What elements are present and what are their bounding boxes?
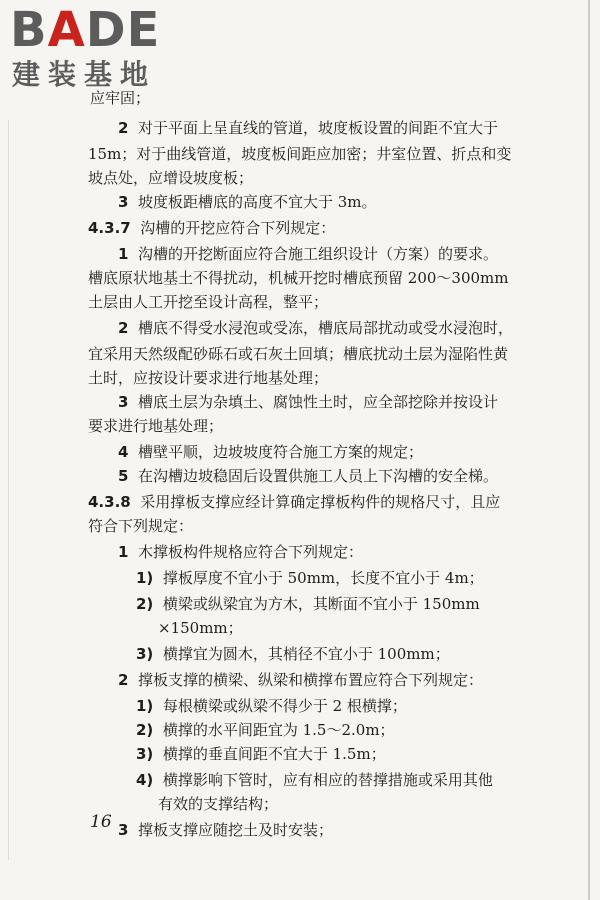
text-line: [118, 440, 423, 464]
line-text: 撑板支撑应随挖土及时安装；: [137, 821, 333, 839]
text-line: [136, 768, 493, 792]
line-text: 横撑的水平间距宜为 1.5～2.0m；: [162, 721, 395, 739]
line-text: 坡点处，应增设坡度板；: [88, 169, 254, 187]
item-number: 3): [136, 745, 154, 763]
item-number: 3: [118, 393, 129, 411]
line-text: 横梁或纵梁宜为方木，其断面不宜小于 150mm: [162, 595, 480, 613]
item-number: 5: [118, 467, 129, 485]
item-number: 3): [136, 645, 154, 663]
text-line: [136, 742, 386, 766]
line-text: 沟槽的开挖应符合下列规定：: [140, 219, 336, 237]
line-text: 撑板支撑的横梁、纵梁和横撑布置应符合下列规定：: [137, 671, 483, 689]
text-line: [158, 792, 278, 816]
item-number: 1: [118, 245, 129, 263]
line-text: 横撑影响下管时，应有相应的替撑措施或采用其他: [162, 771, 493, 789]
text-line: [88, 342, 508, 366]
item-number: 2: [118, 671, 129, 689]
line-text: 横撑的垂直间距不宜大于 1.5m；: [162, 745, 386, 763]
line-text: 对于平面上呈直线的管道，坡度板设置的间距不宜大于: [137, 119, 498, 137]
item-number: 4.3.8: [88, 493, 131, 511]
text-line: [88, 414, 223, 438]
item-number: 3: [118, 193, 129, 211]
item-number: 2): [136, 721, 154, 739]
text-line: [136, 642, 450, 666]
item-number: 3: [118, 821, 129, 839]
text-line: [88, 366, 328, 390]
text-line: [88, 266, 508, 290]
text-line: [118, 390, 498, 414]
text-line: [136, 694, 407, 718]
text-line: [118, 464, 498, 488]
item-number: 4: [118, 443, 129, 461]
text-line: [118, 818, 333, 842]
text-line: [136, 592, 480, 616]
line-text: 土层由人工开挖至设计高程，整平；: [88, 293, 329, 311]
line-text: 槽底原状地基土不得扰动，机械开挖时槽底预留 200～300mm: [88, 269, 509, 287]
text-line: [88, 166, 253, 190]
line-text: 在沟槽边坡稳固后设置供施工人员上下沟槽的安全梯。: [137, 467, 498, 485]
line-text: 有效的支撑结构；: [158, 795, 279, 813]
item-number: 4.3.7: [88, 219, 131, 237]
text-line: [88, 514, 193, 538]
text-line: [136, 718, 395, 742]
line-text: 槽底不得受水浸泡或受冻，槽底局部扰动或受水浸泡时，: [137, 319, 513, 337]
line-text: 要求进行地基处理；: [88, 417, 224, 435]
line-text: 沟槽的开挖断面应符合施工组织设计（方案）的要求。: [137, 245, 498, 263]
line-text: 撑板厚度不宜小于 50mm，长度不宜小于 4m；: [162, 569, 484, 587]
text-line: [118, 316, 513, 340]
text-line: [88, 216, 335, 240]
text-line: [158, 616, 243, 640]
line-text: 每根横梁或纵梁不得少于 2 根横撑；: [162, 697, 407, 715]
logo-subtitle: 建装基地: [12, 58, 157, 91]
item-number: 2: [118, 119, 129, 137]
text-line: [118, 116, 498, 140]
line-text: 符合下列规定：: [88, 517, 194, 535]
line-text: 15m；对于曲线管道，坡度板间距应加密；井室位置、折点和变: [88, 145, 512, 163]
item-number: 4): [136, 771, 154, 789]
line-text: 采用撑板支撑应经计算确定撑板构件的规格尺寸，且应: [140, 493, 501, 511]
text-line: [88, 142, 511, 166]
text-line: [118, 540, 363, 564]
text-line: [118, 190, 377, 214]
item-number: 1): [136, 697, 154, 715]
line-text: 宜采用天然级配砂砾石或石灰土回填；槽底扰动土层为湿陷性黄: [88, 345, 509, 363]
text-line: [90, 86, 150, 110]
line-text: 槽底土层为杂填土、腐蚀性土时，应全部挖除并按设计: [137, 393, 498, 411]
logo-wordmark: BADE: [10, 2, 161, 58]
item-number: 1): [136, 569, 154, 587]
text-line: [118, 668, 483, 692]
line-text: 槽壁平顺，边坡坡度符合施工方案的规定；: [137, 443, 423, 461]
line-text: ×150mm；: [158, 619, 243, 637]
text-line: [88, 290, 328, 314]
item-number: 2: [118, 319, 129, 337]
text-line: [118, 242, 498, 266]
line-text: 横撑宜为圆木，其梢径不宜小于 100mm；: [162, 645, 450, 663]
line-text: 坡度板距槽底的高度不宜大于 3m。: [137, 193, 377, 211]
line-text: 应牢固；: [90, 89, 151, 107]
text-line: [136, 566, 484, 590]
line-text: 土时，应按设计要求进行地基处理；: [88, 369, 329, 387]
text-line: [88, 490, 500, 514]
page-number: 16: [90, 812, 112, 832]
line-text: 木撑板构件规格应符合下列规定：: [137, 543, 363, 561]
item-number: 2): [136, 595, 154, 613]
item-number: 1: [118, 543, 129, 561]
